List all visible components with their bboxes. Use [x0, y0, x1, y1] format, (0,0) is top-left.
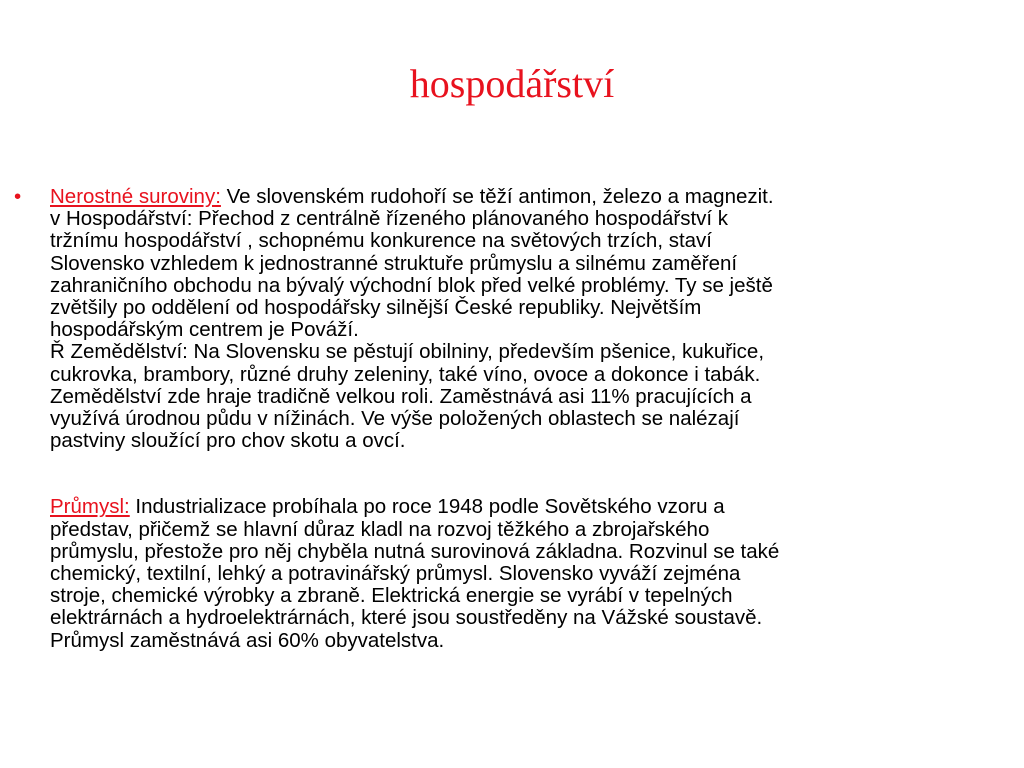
paragraph-line — [50, 496, 1004, 518]
paragraph-line: zahraničního obchodu na bývalý východní blok před velké problémy. Ty se ještě — [50, 273, 773, 297]
paragraph-line: pastviny sloužící pro chov skotu a ovcí. — [50, 429, 406, 453]
paragraph-line: zvětšily po oddělení od hospodářsky silnější České republiky. Největším — [50, 296, 702, 320]
slide-title: hospodářství — [409, 61, 615, 106]
line-text: Ve slovenském rudohoří se těží antimon, železo a magnezit. — [220, 185, 774, 208]
paragraph-line: chemický, textilní, lehký a potravinářský průmysl. Slovensko vyváží zejména — [50, 562, 741, 586]
line-text: Industrializace probíhala po roce 1948 podle Sovětského vzoru a — [129, 495, 725, 519]
paragraph-spacer — [50, 452, 1004, 496]
paragraph-line: elektrárnách a hydroelektrárnách, které jsou soustředěny na Vážské soustavě. — [50, 606, 763, 630]
paragraph-line: Ř Zemědělství: Na Slovensku se pěstují obilniny, především pšenice, kukuřice, — [50, 340, 765, 364]
paragraph-line: využívá úrodnou půdu v nížinách. Ve výše položených oblastech se nalézají — [50, 407, 740, 431]
paragraph-line: hospodářským centrem je Pováží. — [50, 318, 359, 342]
bullet-content — [50, 186, 1004, 652]
paragraph-line: Průmysl zaměstnává asi 60% obyvatelstva. — [50, 628, 445, 652]
slide-body — [14, 186, 1004, 652]
paragraph-line: Zemědělství zde hraje tradičně velkou roli. Zaměstnává asi 11% pracujících a — [50, 384, 752, 408]
paragraph-line — [50, 186, 1004, 208]
paragraph-line: cukrovka, brambory, různé druhy zeleniny, také víno, ovoce a dokonce i tabák. — [50, 362, 761, 386]
paragraph-line: v Hospodářství: Přechod z centrálně řízeného plánovaného hospodářství k — [50, 207, 729, 231]
section-label-industry: Průmysl: — [50, 495, 130, 519]
paragraph-line: Slovensko vzhledem k jednostranné struktuře průmyslu a silnému zaměření — [50, 251, 738, 275]
paragraph-line: stroje, chemické výrobky a zbraně. Elektrická energie se vyrábí v tepelných — [50, 584, 733, 608]
paragraph-line: tržnímu hospodářství , schopnému konkurence na světových trzích, staví — [50, 229, 713, 253]
bullet-marker: • — [14, 185, 22, 208]
paragraph-line: představ, přičemž se hlavní důraz kladl na rozvoj těžkého a zbrojařského — [50, 517, 710, 541]
section-label-raw-materials: Nerostné suroviny: — [50, 185, 221, 208]
paragraph-line: průmyslu, přestože pro něj chyběla nutná surovinová základna. Rozvinul se také — [50, 539, 780, 563]
